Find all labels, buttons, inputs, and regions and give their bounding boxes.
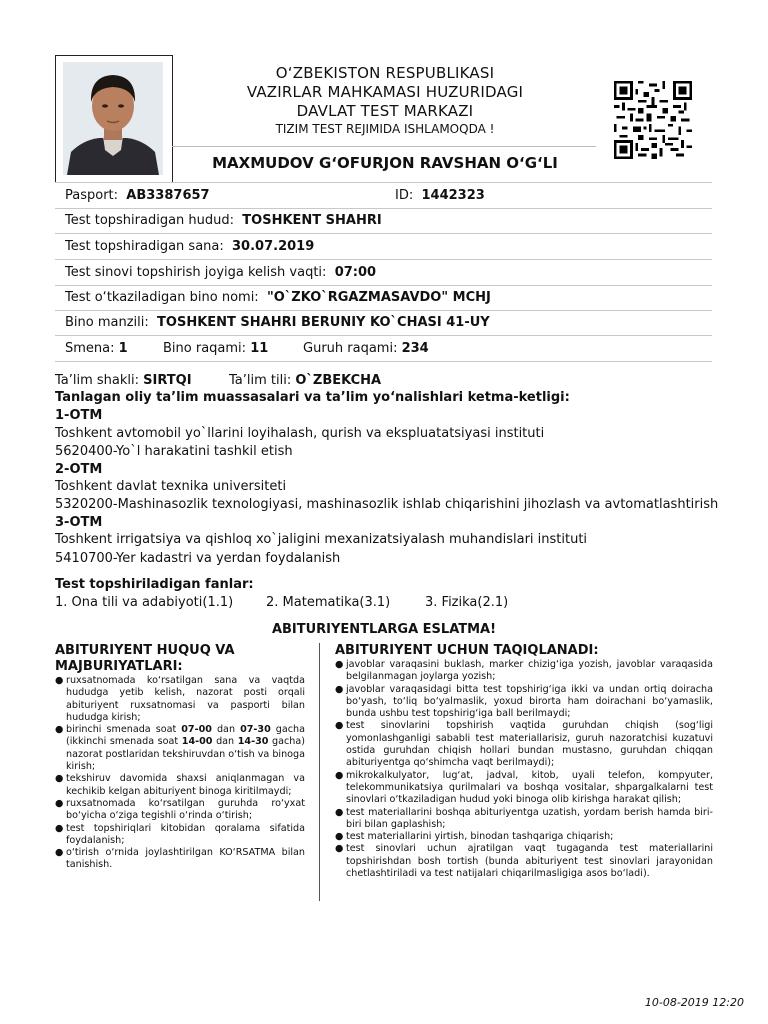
shift-row — [65, 341, 128, 357]
header-test-mode-note: TIZIM TEST REJIMIDA ISHLAMOQDA ! — [275, 122, 495, 136]
building-number-label: Bino raqami: — [163, 341, 247, 356]
group-number-value: 234 — [401, 341, 429, 356]
bullet-icon: ● — [335, 843, 344, 855]
row-divider — [55, 310, 712, 311]
passport-row — [65, 188, 210, 204]
bullet-icon: ● — [335, 769, 344, 781]
bullet-icon: ● — [55, 773, 64, 785]
choice-2-label: 2-OTM — [55, 462, 103, 477]
list-item: ● test materiallarini boshqa abituriyentga uzatish, yordam berish hamda biri-biri bilan gaplashish; — [335, 806, 713, 830]
row-divider — [55, 233, 712, 234]
arrival-time-value: 07:00 — [334, 265, 377, 280]
id-row — [395, 188, 485, 204]
study-form-label: Ta’lim shakli: — [55, 373, 140, 388]
reminder-title: ABITURIYENTLARGA ESLATMA! — [271, 622, 497, 637]
applicant-photo-frame — [55, 55, 173, 183]
study-form-value: SIRTQI — [143, 373, 192, 388]
rights-list — [55, 675, 305, 872]
region-label: Test topshiradigan hudud: — [65, 213, 235, 228]
region-row — [65, 213, 382, 229]
prohibitions-title: ABITURIYENT UCHUN TAQIQLANADI: — [335, 643, 599, 658]
print-timestamp: 10-08-2019 12:20 — [644, 996, 744, 1009]
list-item: ● mikrokalkulyator, lug‘at, jadval, kitob, uyali telefon, kompyuter, telekommunikatsiya qurilmalari va boshqa vositalar, shpargalkalarni test sinovlari o‘tkaziladigan hudud yoki binoga olib kirishga harakat qilish; — [335, 769, 713, 806]
row-divider — [55, 182, 712, 183]
group-number-label: Guruh raqami: — [303, 341, 398, 356]
list-item: ● birinchi smenada soat 07-00 dan 07-30 gacha (ikkinchi smenada soat 14-00 dan 14-30 gacha) nazorat postlaridan tekshiruvdan o‘tish va binoga kirish; — [55, 724, 305, 773]
rights-column — [55, 643, 305, 872]
region-value: TOSHKENT SHAHRI — [242, 213, 382, 228]
list-item: ● test topshiriqlari kitobidan qoralama sifatida foydalanish; — [55, 822, 305, 846]
address-row — [65, 315, 490, 331]
bullet-icon: ● — [335, 720, 344, 732]
row-divider — [55, 361, 712, 362]
choice-2-direction: 5320200-Mashinasozlik texnologiyasi, mashinasozlik ishlab chiqarishini jihozlash va avtomatlashtirish — [55, 497, 719, 512]
list-item: ● test materiallarini yirtish, binodan tashqariga chiqarish; — [335, 831, 614, 843]
study-language-value: O`ZBEKCHA — [295, 373, 382, 388]
row-divider — [55, 285, 712, 286]
study-form-row — [55, 373, 192, 389]
id-label: ID: — [395, 188, 414, 203]
arrival-time-row — [65, 265, 376, 281]
group-number-row — [303, 341, 429, 357]
passport-label: Pasport: — [65, 188, 119, 203]
passport-value: AB3387657 — [126, 188, 210, 203]
bullet-icon: ● — [55, 822, 64, 834]
bullet-icon: ● — [55, 847, 64, 859]
choice-2-institution: Toshkent davlat texnika universiteti — [55, 479, 287, 494]
prohibitions-list — [335, 659, 713, 880]
subject-item: 1. Ona tili va adabiyoti(1.1) — [55, 595, 234, 610]
qr-code — [614, 81, 692, 159]
list-item: ● ruxsatnomada ko‘rsatilgan guruhda ro‘yxat bo‘yicha o‘ziga tegishli o‘rinda o‘tirish; — [55, 797, 305, 822]
list-item: ● test sinovlarini topshirish vaqtida guruhdan chiqish (sog‘ligi yomonlashganligi sababli test materiallarisiz, guruh nazoratchisi kuzatuvi ostida guruhdan chiqish hollari bundan mustasno, guruhdan chiqqan abituriyentga qo‘shimcha vaqt berilmaydi); — [335, 720, 713, 769]
building-name-label: Test o‘tkaziladigan bino nomi: — [65, 290, 259, 305]
rights-title: ABITURIYENT HUQUQ VA MAJBURIYATLARI: — [55, 643, 235, 674]
list-item: ● o‘tirish o‘rnida joylashtirilgan KO‘RSATMA bilan tanishish. — [55, 847, 305, 871]
bullet-icon: ● — [55, 724, 64, 736]
applicant-photo — [63, 62, 163, 175]
choice-3-label: 3-OTM — [55, 515, 103, 530]
test-date-row — [65, 239, 314, 255]
bullet-icon: ● — [335, 683, 344, 695]
subject-item: 3. Fizika(2.1) — [425, 595, 509, 610]
shift-label: Smena: — [65, 341, 115, 356]
header-divider — [172, 146, 596, 147]
bullet-icon: ● — [55, 797, 64, 809]
list-item: ● javoblar varaqasini buklash, marker chizig‘iga yozish, javoblar varaqasida belgilanmagan joylarga yozish; — [335, 659, 713, 683]
prohibitions-column — [335, 643, 713, 880]
choice-3-direction: 5410700-Yer kadastri va yerdan foydalanish — [55, 551, 341, 566]
list-item: ● tekshiruv davomida shaxsi aniqlanmagan va kechikib kelgan abituriyent binoga kiritilmaydi; — [55, 773, 305, 797]
row-divider — [55, 208, 712, 209]
address-value: TOSHKENT SHAHRI BERUNIY KO`CHASI 41-UY — [157, 315, 490, 330]
header-cabinet: VAZIRLAR MAHKAMASI HUZURIDAGI — [246, 83, 524, 101]
list-item: ● test sinovlari uchun ajratilgan vaqt tugaganda test materiallarini topshirishdan bosh tortish (bunda abituriyent test sinovlari jarayonidan chetlashtiriladi va test natijalari chiqarilmasligiga asos bo‘ladi). — [335, 843, 713, 880]
address-label: Bino manzili: — [65, 315, 149, 330]
subjects-title: Test topshiriladigan fanlar: — [55, 577, 254, 592]
building-name-value: "O`ZKO`RGAZMASAVDO" MCHJ — [266, 290, 491, 305]
list-item: ● ruxsatnomada ko‘rsatilgan sana va vaqtda hududga yetib kelish, nazorat posti orqali abituriyent ruxsatnomasi va pasporti bilan hududga kirish; — [55, 675, 305, 723]
applicant-full-name: MAXMUDOV G‘OFURJON RAVSHAN O‘G‘LI — [212, 154, 558, 172]
test-date-label: Test topshiradigan sana: — [65, 239, 224, 254]
building-name-row — [65, 290, 491, 306]
row-divider — [55, 335, 712, 336]
column-divider — [319, 643, 320, 901]
bullet-icon: ● — [335, 659, 344, 670]
subject-item: 2. Matematika(3.1) — [266, 595, 391, 610]
choice-1-label: 1-OTM — [55, 408, 103, 423]
study-language-label: Ta’lim tili: — [229, 373, 292, 388]
choice-1-direction: 5620400-Yo`l harakatini tashkil etish — [55, 444, 293, 459]
bullet-icon: ● — [335, 806, 344, 818]
issuing-authority-header — [180, 64, 590, 138]
shift-value: 1 — [118, 341, 128, 356]
building-number-row — [163, 341, 268, 357]
id-value: 1442323 — [421, 188, 485, 203]
choices-title: Tanlagan oliy ta’lim muassasalari va ta’lim yo‘nalishlari ketma-ketligi: — [55, 390, 570, 405]
person-photo-icon — [63, 62, 163, 175]
arrival-time-label: Test sinovi topshirish joyiga kelish vaqti: — [65, 265, 327, 280]
building-number-value: 11 — [250, 341, 269, 356]
test-date-value: 30.07.2019 — [232, 239, 315, 254]
header-country: O‘ZBEKISTON RESPUBLIKASI — [275, 64, 495, 82]
bullet-icon: ● — [335, 831, 344, 843]
list-item: ● javoblar varaqasidagi bitta test topshirig‘iga ikki va undan ortiq doiracha bo‘yash, to‘liq bo‘yalmaslik, yoxud birorta ham doirachani bo‘yamaslik, bunda ushbu test topshirig‘iga ball berilmaydi; — [335, 683, 713, 720]
choice-3-institution: Toshkent irrigatsiya va qishloq xo`jaligini mexanizatsiyalash muhandislari instituti — [55, 532, 588, 547]
choice-1-institution: Toshkent avtomobil yo`llarini loyihalash, qurish va ekspluatatsiyasi instituti — [55, 426, 545, 441]
bullet-icon: ● — [55, 675, 64, 686]
study-language-row — [229, 373, 381, 389]
row-divider — [55, 259, 712, 260]
header-center: DAVLAT TEST MARKAZI — [296, 102, 474, 120]
